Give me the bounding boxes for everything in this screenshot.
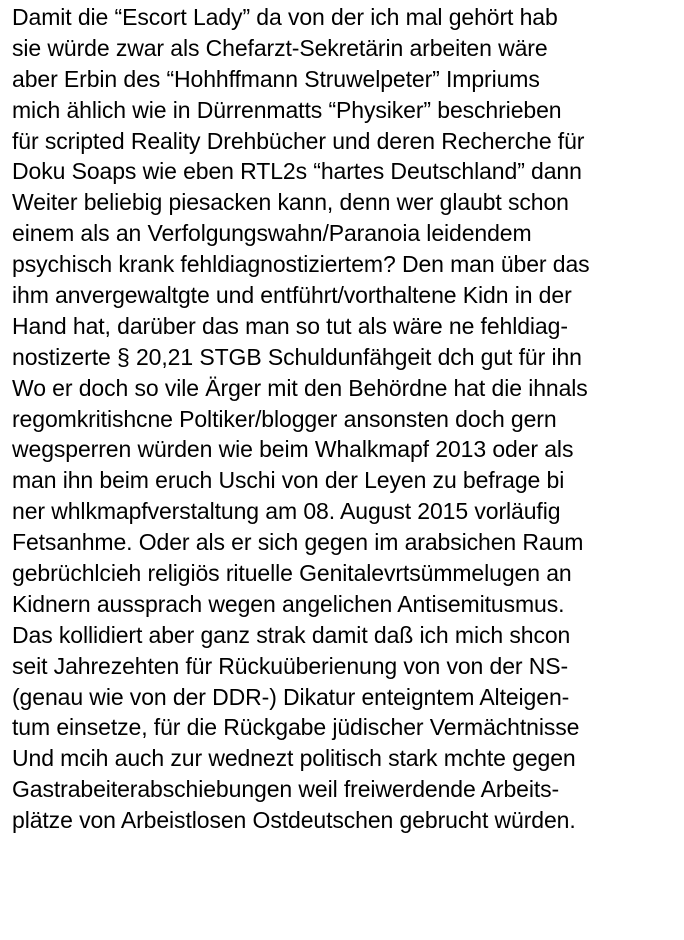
text-line: Kidnern aussprach wegen angelichen Antisemitusmus. xyxy=(12,590,565,617)
text-line: seit Jahrezehten für Rückuüberienung von von der NS- xyxy=(12,652,569,679)
text-line: regomkritishcne Poltiker/blogger ansonsten doch gern xyxy=(12,405,557,432)
text-line: (genau wie von der DDR-) Dikatur enteigntem Alteigen- xyxy=(12,683,570,710)
text-line: gebrüchlcieh religiös rituelle Genitalevrtsümmelugen an xyxy=(12,560,572,587)
text-line: man ihn beim eruch Uschi von der Leyen zu befrage bi xyxy=(12,467,565,494)
text-line: mich ählich wie in Dürrenmatts “Physiker” beschrieben xyxy=(12,96,562,123)
text-line: sie würde zwar als Chefarzt-Sekretärin arbeiten wäre xyxy=(12,34,548,61)
text-line: Und mcih auch zur wednezt politisch stark mchte gegen xyxy=(12,745,576,772)
text-line: Weiter beliebig piesacken kann, denn wer glaubt schon xyxy=(12,189,569,216)
text-line: Hand hat, darüber das man so tut als wäre ne fehldiag- xyxy=(12,312,568,339)
text-line: wegsperren würden wie beim Whalkmapf 2013 oder als xyxy=(12,436,574,463)
text-line: Doku Soaps wie eben RTL2s “hartes Deutschland” dann xyxy=(12,158,582,185)
text-line: Das kollidiert aber ganz strak damit daß ich mich shcon xyxy=(12,621,571,648)
text-line: Gastrabeiterabschiebungen weil freiwerdende Arbeits- xyxy=(12,776,560,803)
text-line: Wo er doch so vile Ärger mit den Behördne hat die ihnals xyxy=(12,374,588,401)
text-line: für scripted Reality Drehbücher und deren Recherche für xyxy=(12,127,585,154)
text-line: aber Erbin des “Hohhffmann Struwelpeter” Impriums xyxy=(12,65,540,92)
text-line: tum einsetze, für die Rückgabe jüdischer Vermächtnisse xyxy=(12,714,580,741)
text-line: ner whlkmapfverstaltung am 08. August 2015 vorläufig xyxy=(12,498,561,525)
text-line: einem als an Verfolgungswahn/Paranoia leidendem xyxy=(12,220,532,247)
text-line: psychisch krank fehldiagnostiziertem? Den man über das xyxy=(12,251,590,278)
text-line: ihm anvergewaltgte und entführt/vorthaltene Kidn in der xyxy=(12,282,572,309)
text-line: plätze von Arbeistlosen Ostdeutschen gebrucht würden. xyxy=(12,807,576,834)
text-line: nostizerte § 20,21 STGB Schuldunfähgeit dch gut für ihn xyxy=(12,343,582,370)
text-line: Damit die “Escort Lady” da von der ich mal gehört hab xyxy=(12,4,558,30)
text-line: Fetsanhme. Oder als er sich gegen im arabsichen Raum xyxy=(12,529,584,556)
body-text xyxy=(12,2,680,836)
